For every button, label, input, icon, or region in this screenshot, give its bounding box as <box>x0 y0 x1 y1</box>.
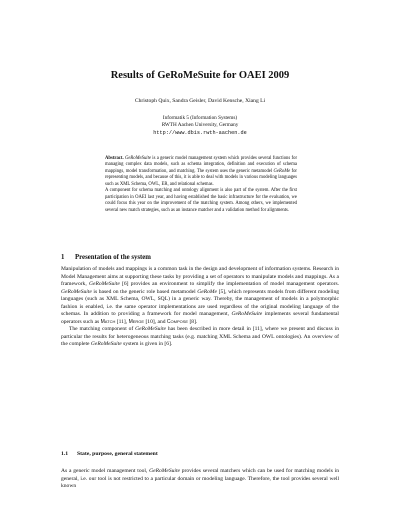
subsection-title: State, purpose, general statement <box>77 451 158 457</box>
subsection-heading <box>61 451 158 457</box>
affiliation-dept: Informatik 5 (Information Systems) <box>162 115 238 121</box>
abstract <box>105 156 297 214</box>
affiliation-university: RWTH Aachen University, Germany <box>161 122 239 129</box>
section-number: 1 <box>61 254 65 261</box>
abstract-paragraph-1: Abstract. GeRoMeSuite is a generic model management system which provides several functions for managing complex data models, such as schema integration, definition and execution of schema mappings, model transformation, and matching. The system uses the generic metamodel GeRoMe for representing models, and because of this, it is able to deal with models in various modeling languages such as XML Schema, OWL, ER, and relational schemas. <box>105 156 298 187</box>
subsection-number: 1.1 <box>61 451 69 457</box>
body-paragraph-3: As a generic model management tool, GeRoMeSuite provides several matchers which can be used for matching models in general, i.e. our tool is not restricted to a particular domain or modeling language. Therefore, the tool provides several well known <box>61 468 339 489</box>
section-heading <box>61 254 151 261</box>
operator-compose: Compose <box>166 318 189 325</box>
affiliation-url[interactable]: http://www.dbis.rwth-aachen.de <box>153 129 247 136</box>
abstract-label: Abstract. <box>105 156 124 161</box>
operator-merge: Merge <box>128 318 145 325</box>
paper-title: Results of GeRoMeSuite for OAEI 2009 <box>110 70 290 81</box>
abstract-paragraph-2: A component for schema matching and ontology alignment is also part of the system. After the first participation in OAEI last year, and having established the basic infrastructure for the evaluation, we could focus this year on the improvement of the matching system. Among others, we implemented several new match strategies, such as an instance matcher and a validation method for alignments. <box>105 188 297 213</box>
author-list: Christoph Quix, Sandra Geisler, David Kensche, Xiang Li <box>134 98 266 104</box>
body-paragraph-1: Manipulation of models and mappings is a common task in the design and development of information systems. Research in Model Management aims at supporting these tasks by providing a set of operators to manipulate models and mappings. As a framework, GeRoMeSuite [6] provides an environment to simplify the implementation of model management operators. GeRoMeSuite is based on the generic role based metamodel GeRoMe [5], which represents models from different modeling languages (such as XML Schema, OWL, SQL) in a generic way. Thereby, the management of models in a polymorphic fashion is enabled, i.e. the same operator implementations are used regardless of the original modeling language of the schemas. In addition to providing a framework for model management, GeRoMeSuite implements several fundamental operators such as Match [11], Merge [10], and Compose [8]. <box>61 266 339 325</box>
section-body <box>61 266 339 349</box>
body-paragraph-2: The matching component of GeRoMeSuite has been described in more detail in [11], where we present and discuss in particular the results for heterogeneous matching tasks (e.g. matching XML Schema and OWL ontologies). An overview of the complete GeRoMeSuite system is given in [6]. <box>61 326 339 347</box>
subsection-body <box>61 468 339 491</box>
affiliation <box>0 115 400 137</box>
operator-match: Match <box>100 318 116 325</box>
section-title: Presentation of the system <box>75 254 151 261</box>
